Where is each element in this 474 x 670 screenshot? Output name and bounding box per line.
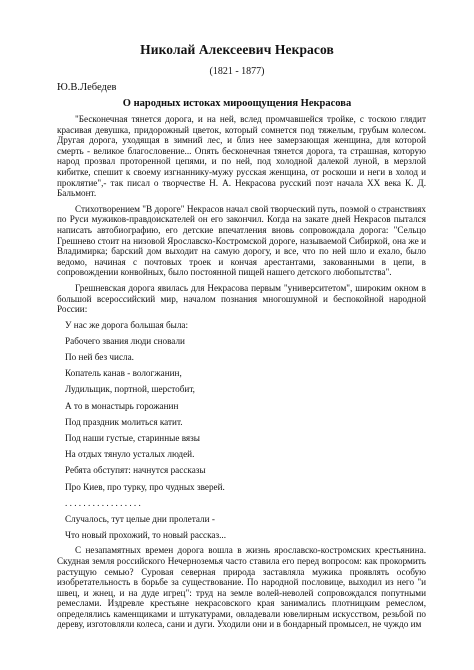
paragraph: "Бесконечная тянется дорога, и на ней, вслед промчавшейся тройке, с тоскою глядит красивая девушка, придорожный цветок, который сомнется под тяжелым, грубым колесом. Другая дорога, уходящая в зимний лес, и близ нее замерзающая женщина, для которой смерть - великое благословение... Опять бесконечная тянется дорога, та страшная, которую народ прозвал проторенной цепями, и по ней, под холодной далекой луной, в мерзлой кибитке, спешит к своему изгнаннику-мужу русская женщина, от роскоши и неги в холод и проклятие",- так писал о творчестве Н. А. Некрасова русский поэт начала XX века К. Д. Бальмонт. bbox=[57, 114, 426, 199]
life-years: (1821 - 1877) bbox=[209, 66, 265, 77]
verse-line: Под праздник молиться катит. bbox=[65, 416, 183, 427]
verse-line: Лудильщик, портной, шерстобит, bbox=[65, 384, 195, 395]
verse-line: Ребята обступят: начнутся рассказы bbox=[65, 465, 206, 476]
verse-line: Что новый прохожий, то новый рассказ... bbox=[65, 530, 227, 541]
verse-line: На отдых тянуло усталых людей. bbox=[65, 449, 195, 460]
verse-line: У нас же дорога большая была: bbox=[65, 319, 189, 330]
verse-line: А то в монастырь горожанин bbox=[65, 400, 179, 411]
paragraph: Грешневская дорога явилась для Некрасова первым "университетом", широким окном в большой всероссийский мир, началом познания многошумной и беспокойной народной России: bbox=[57, 282, 426, 315]
article-author: Ю.В.Лебедев bbox=[57, 82, 117, 93]
verse-line: Про Киев, про турку, про чудных зверей. bbox=[65, 481, 225, 492]
verse-ellipsis: . . . . . . . . . . . . . . . . . bbox=[65, 497, 141, 508]
verse-line: Случалось, тут целые дни пролетали - bbox=[65, 513, 215, 524]
article-body bbox=[57, 114, 426, 635]
article-title: О народных истоках мироощущения Некрасова bbox=[122, 98, 352, 109]
verse-line: Под наши густые, старинные вязы bbox=[65, 433, 200, 443]
document-title: Николай Алексеевич Некрасов bbox=[140, 42, 334, 57]
verse-line: Рабочего звания люди сновали bbox=[65, 335, 185, 346]
poem-excerpt bbox=[65, 318, 426, 545]
paragraph: С незапамятных времен дорога вошла в жизнь ярославско-костромских крестьянина. Скудная земля российского Нечерноземья часто ставила его перед вопросом: как прокормить растущую семью? Суровая северная природа заставляла мужика проявлять особую изобретательность в борьбе за существование. По народной пословице, выходил из него "и швец, и жнец, и на дуде игрец": труд на земле волей-неволей сопровождался попутными ремеслами. Издревле крестьяне некрасовского края занимались плотницким ремеслом, определялись каменщиками и штукатурами, овладевали ювелирным искусством, резьбой по дереву, изготовляли колеса, сани и дуги. Уходили они и в бондарный промысел, не чуждо им bbox=[57, 545, 426, 630]
verse-line: Копатель канав - вологжанин, bbox=[65, 368, 182, 379]
verse-line: По ней без числа. bbox=[65, 352, 134, 363]
paragraph: Стихотворением "В дороге" Некрасов начал свой творческий путь, поэмой о странствиях по Руси мужиков-правдоискателей он его закончил. Когда на закате дней Некрасов пытался написать автобиографию, его детские впечатления вновь сопровождала дорога: "Сельцо Грешнево стоит на низовой Ярославско-Костромской дороге, называемой Сибиркой, она же и Владимирка; барский дом выходит на самую дорогу, и все, что по ней шло и ехало, было ведомо, начиная с почтовых троек и кончая арестантами, закованными в цепи, в сопровождении конвойных, было постоянной пищей нашего детского любопытства". bbox=[57, 203, 426, 278]
